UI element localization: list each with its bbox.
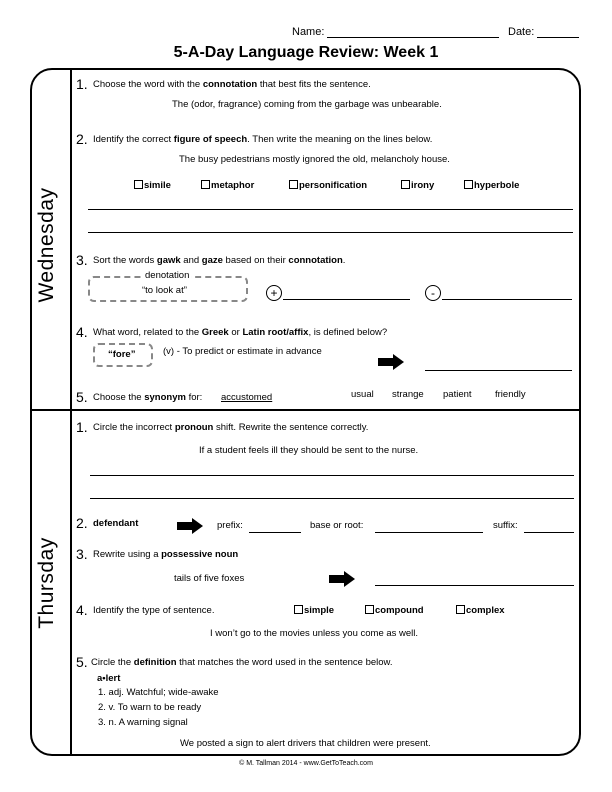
question-prompt: Identify the correct figure of speech. Then write the meaning on the lines below. [93, 134, 433, 145]
question-sentence: The busy pedestrians mostly ignored the old, melancholy house. [179, 154, 450, 165]
checkbox-metaphor[interactable]: metaphor [201, 180, 254, 191]
denotation-title: denotation [145, 270, 190, 281]
checkbox-hyperbole[interactable]: hyperbole [464, 180, 519, 191]
question-number: 1. [76, 419, 88, 435]
checkbox-irony[interactable]: irony [401, 180, 434, 191]
checkbox-simile[interactable]: simile [134, 180, 171, 191]
question-number: 3. [76, 546, 88, 562]
question-number: 1. [76, 76, 88, 92]
question-prompt: Choose the word with the connotation that best fits the sentence. [93, 79, 371, 90]
question-number: 2. [76, 131, 88, 147]
prefix-label: prefix: [217, 520, 243, 531]
answer-line[interactable] [88, 232, 573, 233]
date-label: Date: [508, 26, 535, 38]
question-number: 4. [76, 602, 88, 618]
day-label-thursday: Thursday [35, 537, 58, 629]
checkbox-icon [289, 180, 298, 189]
question-prompt: Circle the incorrect pronoun shift. Rewrite the sentence correctly. [93, 422, 369, 433]
answer-line[interactable] [90, 498, 574, 499]
checkbox-icon [401, 180, 410, 189]
plus-icon: + [266, 285, 282, 301]
date-field[interactable] [508, 26, 579, 38]
question-prompt: Circle the definition that matches the word used in the sentence below. [91, 657, 393, 668]
denotation-text: “to look at” [142, 285, 187, 296]
suffix-label: suffix: [493, 520, 518, 531]
question-prompt: Choose the synonym for: [93, 392, 203, 403]
checkbox-simple[interactable]: simple [294, 605, 334, 616]
checkbox-compound[interactable]: compound [365, 605, 424, 616]
name-field[interactable] [292, 26, 499, 38]
suffix-answer-line[interactable] [524, 532, 574, 533]
definition-option-1[interactable]: 1. adj. Watchful; wide-awake [98, 687, 219, 698]
answer-line[interactable] [375, 585, 574, 586]
day-section-divider [31, 409, 580, 411]
checkbox-personification[interactable]: personification [289, 180, 367, 191]
negative-answer-line[interactable] [442, 299, 572, 300]
question-sentence[interactable]: If a student feels ill they should be sent to the nurse. [199, 445, 419, 456]
question-number: 3. [76, 252, 88, 268]
prefix-answer-line[interactable] [249, 532, 301, 533]
question-number: 2. [76, 515, 88, 531]
question-prompt: Sort the words gawk and gaze based on their connotation. [93, 255, 346, 266]
definition-option-3[interactable]: 3. n. A warning signal [98, 717, 188, 728]
checkbox-icon [456, 605, 465, 614]
checkbox-icon [294, 605, 303, 614]
definition-option-2[interactable]: 2. v. To warn to be ready [98, 702, 202, 713]
base-answer-line[interactable] [375, 532, 483, 533]
question-number: 4. [76, 324, 88, 340]
answer-line[interactable] [425, 370, 572, 371]
dictionary-word: a•lert [97, 673, 121, 684]
right-arrow-icon [329, 571, 355, 587]
copyright-footer: © M. Tallman 2014 - www.GetToTeach.com [239, 760, 373, 767]
checkbox-icon [365, 605, 374, 614]
question-prompt: Identify the type of sentence. [93, 605, 215, 616]
question-prompt: Rewrite using a possessive noun [93, 549, 239, 560]
root-text: “fore” [108, 349, 136, 360]
question-sentence: I won’t go to the movies unless you come as well. [210, 628, 419, 639]
target-word: accustomed [221, 392, 273, 403]
right-arrow-icon [177, 518, 203, 534]
date-line[interactable] [537, 26, 579, 38]
question-number: 5. [76, 654, 88, 670]
question-prompt: What word, related to the Greek or Latin root/affix, is defined below? [93, 327, 388, 338]
question-sentence: We posted a sign to alert drivers that children were present. [180, 738, 431, 749]
checkbox-icon [134, 180, 143, 189]
worksheet-frame [30, 68, 581, 756]
analysis-word: defendant [93, 518, 139, 529]
synonym-option-friendly[interactable]: friendly [495, 389, 526, 400]
synonym-option-usual[interactable]: usual [351, 389, 374, 400]
positive-answer-line[interactable] [283, 299, 410, 300]
checkbox-icon [464, 180, 473, 189]
base-label: base or root: [310, 520, 364, 531]
phrase-text: tails of five foxes [174, 573, 245, 584]
answer-line[interactable] [90, 475, 574, 476]
day-column-divider [70, 69, 72, 755]
right-arrow-icon [378, 354, 404, 370]
name-label: Name: [292, 26, 325, 38]
name-line[interactable] [327, 26, 499, 38]
definition-text: (v) - To predict or estimate in advance [163, 346, 322, 357]
checkbox-icon [201, 180, 210, 189]
question-sentence[interactable]: The (odor, fragrance) coming from the garbage was unbearable. [172, 99, 442, 110]
answer-line[interactable] [88, 209, 573, 210]
checkbox-complex[interactable]: complex [456, 605, 505, 616]
page-title: 5-A-Day Language Review: Week 1 [173, 44, 439, 61]
minus-icon: - [425, 285, 441, 301]
question-number: 5. [76, 389, 88, 405]
synonym-option-patient[interactable]: patient [443, 389, 472, 400]
synonym-option-strange[interactable]: strange [392, 389, 424, 400]
day-label-wednesday: Wednesday [35, 187, 58, 303]
